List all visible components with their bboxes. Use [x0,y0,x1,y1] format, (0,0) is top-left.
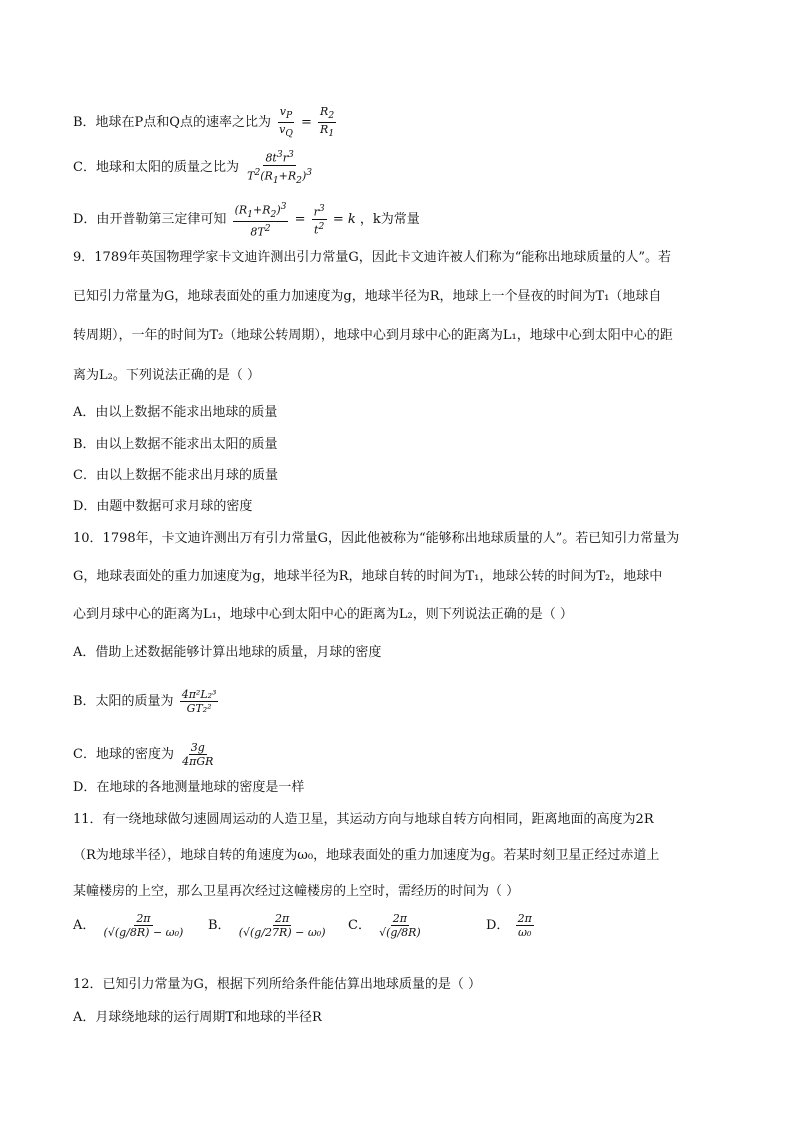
q11-option-d-numerator: 2π [517,912,532,925]
q11-option-a-formula [102,912,186,939]
q11-option-a-denominator: (√(g/8R) − ω₀) [103,926,184,939]
q10-stem-line1: 10．1798年，卡文迪许测出万有引力常量G，因此他被称为“能够称出地球质量的人”。若已知引力常量为 [73,531,680,546]
q11-option-d [486,912,536,939]
q11-stem-line1: 11．有一绕地球做匀速圆周运动的人造卫星，其运动方向与地球自转方向相同，距离地面的高度为2R [73,812,654,827]
q11-option-d-label: D． [486,918,510,933]
q11-option-a [73,912,187,939]
q10-option-a: A．借助上述数据能够计算出地球的质量，月球的密度 [73,645,382,660]
q11-option-b-formula [237,912,328,939]
q10-option-c-text: C．地球的密度为 [73,747,174,762]
q8-option-c-formula: $\frac{8t^3r^3}{T^2(R_1+R_2)^3}$ [247,149,313,186]
q9-stem-line3: 转周期），一年的时间为T₂（地球公转周期），地球中心到月球中心的距离为L₁，地球中心到太阳中心的距 [73,328,673,343]
q8-option-b [73,105,724,140]
q10-option-b-numerator: 4π²L₂³ [181,688,217,701]
q11-option-b-label: B． [208,918,231,933]
q9-option-d: D．由题中数据可求月球的密度 [73,499,253,514]
q11-option-c-denominator: √(g/8R) [379,926,421,939]
q8-option-d-formula: $\frac{(R_1+R_2)^3}{8T^2}$ = $\frac{r^3}{t^2}$ = k [234,201,356,239]
q10-option-c-denominator: 4πGR [182,755,214,768]
q12-option-a: A．月球绕地球的运行周期T和地球的半径R [73,1010,322,1025]
q10-option-c-numerator: 3g [190,741,205,754]
q9-option-a: A．由以上数据不能求出地球的质量 [73,405,278,420]
q11-option-c-label: C． [348,918,371,933]
q11-option-d-formula [516,912,534,939]
q8-option-b-formula: $\frac{v_P}{v_Q}$ = $\frac{R_2}{R_1}$ [279,105,335,140]
q9-option-c: C．由以上数据不能求出月球的质量 [73,468,278,483]
q9-stem-line4: 离为L₂。下列说法正确的是（ ） [73,368,260,383]
q11-option-b-denominator: (√(g/27R) − ω₀) [238,926,326,939]
q10-option-d: D．在地球的各地测量地球的密度是一样 [73,780,305,795]
q9-option-b: B．由以上数据不能求出太阳的质量 [73,437,278,452]
q9-stem-line1: 9．1789年英国物理学家卡文迪许测出引力常量G，因此卡文迪许被人们称为“能称出地球质量的人”。若 [73,250,672,265]
q8-option-d-prefix: D．由开普勒第三定律可知 [73,211,227,227]
q10-stem-line3: 心到月球中心的距离为L₁，地球中心到太阳中心的距离为L₂，则下列说法正确的是（ ） [73,607,573,622]
q10-option-b-text: B．太阳的质量为 [73,694,174,709]
q11-stem-line2: （R为地球半径），地球自转的角速度为ω₀，地球表面处的重力加速度为g。若某时刻卫星正经过赤道上 [73,848,660,863]
q11-option-a-numerator: 2π [136,912,151,925]
q11-stem-line3: 某幢楼房的上空，那么卫星再次经过这幢楼房的上空时，需经历的时间为（ ） [73,884,520,899]
q10-option-c [73,741,724,768]
q11-option-c [348,912,425,939]
q11-option-d-denominator: ω₀ [518,926,532,939]
q8-option-d [73,200,724,239]
q8-option-c [73,148,724,187]
q8-option-b-text: B．地球在P点和Q点的速率之比为 [73,115,271,131]
q11-option-c-numerator: 2π [392,912,408,925]
q10-option-b [73,688,724,715]
q11-option-a-label: A． [73,918,96,933]
q12-stem-line1: 12．已知引力常量为G，根据下列所给条件能估算出地球质量的是（ ） [73,977,482,992]
q10-option-b-denominator: GT₂² [186,702,212,715]
q11-option-c-formula [377,912,423,939]
q11-option-b-numerator: 2π [274,912,290,925]
q10-option-b-formula [180,688,219,715]
q9-stem-line2: 已知引力常量为G，地球表面处的重力加速度为g，地球半径为R，地球上一个昼夜的时间为T₁（地球自 [73,289,662,304]
q11-option-b [208,912,330,939]
q10-stem-line2: G，地球表面处的重力加速度为g，地球半径为R，地球自转的时间为T₁，地球公转的时间为T₂，地球中 [73,569,663,584]
q8-option-d-suffix: ，k为常量 [359,211,420,227]
q10-option-c-formula [180,741,215,768]
q8-option-c-text: C．地球和太阳的质量之比为 [73,159,239,175]
